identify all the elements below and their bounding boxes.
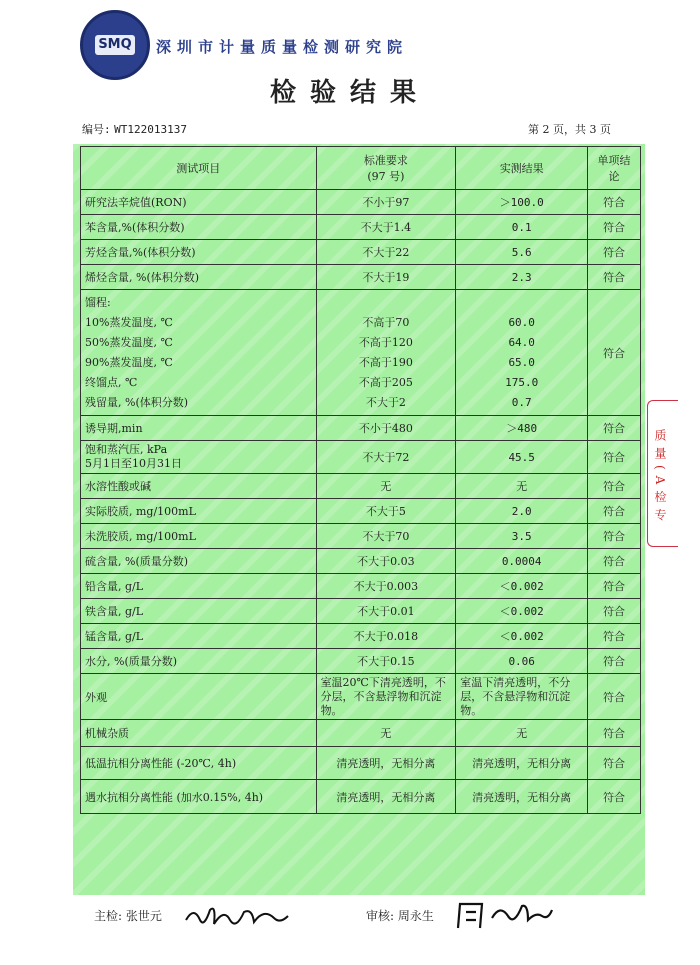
cell-verdict: 符合 — [588, 499, 641, 524]
stamp-text: 质量(A检专 — [653, 429, 667, 527]
cell-item: 未洗胶质, mg/100mL — [81, 524, 317, 549]
table-row — [81, 747, 641, 780]
cell-result: ＜0.002 — [456, 574, 588, 599]
cell-requirement: 无 — [316, 720, 456, 747]
distillation-item: 终馏点, ℃ — [85, 375, 138, 389]
cell-requirement: 不大于0.15 — [316, 649, 456, 674]
table-row — [81, 190, 641, 215]
cell-requirement: 不大于0.01 — [316, 599, 456, 624]
report-number-label: 编号: — [82, 123, 111, 136]
smq-logo — [80, 10, 150, 80]
cell-requirement: 不大于72 — [316, 441, 456, 474]
vapor-item-line1: 饱和蒸汽压, kPa — [85, 443, 168, 456]
red-seal-stamp — [647, 400, 678, 547]
distillation-result: 60.0 — [508, 315, 535, 329]
cell-requirement: 不大于0.018 — [316, 624, 456, 649]
cell-result: 清亮透明，无相分离 — [456, 780, 588, 814]
cell-verdict: 符合 — [588, 674, 641, 720]
distillation-req: 不大于2 — [365, 395, 406, 409]
cell-requirement: 不小于480 — [316, 416, 456, 441]
cell-item: 苯含量,%(体积分数) — [81, 215, 317, 240]
cell-verdict: 符合 — [588, 747, 641, 780]
col-header-verdict: 单项结论 — [588, 147, 641, 190]
cell-item: 机械杂质 — [81, 720, 317, 747]
cell-requirement-distillation — [316, 290, 456, 416]
cell-result: ＜0.002 — [456, 624, 588, 649]
page-title: 检验结果 — [269, 78, 430, 108]
cell-item: 铁含量, g/L — [81, 599, 317, 624]
col-header-requirement — [316, 147, 456, 190]
reviewer-label: 审核: — [366, 909, 395, 923]
cell-verdict: 符合 — [588, 649, 641, 674]
cell-requirement: 清亮透明，无相分离 — [316, 780, 456, 814]
table-row-appearance — [81, 674, 641, 720]
cell-requirement: 清亮透明，无相分离 — [316, 747, 456, 780]
col-header-item: 测试项目 — [81, 147, 317, 190]
cell-requirement: 无 — [316, 474, 456, 499]
cell-result: 2.0 — [456, 499, 588, 524]
cell-item: 诱导期,min — [81, 416, 317, 441]
inspector-label: 主检: — [94, 909, 123, 923]
cell-item: 外观 — [81, 674, 317, 720]
distillation-result: 65.0 — [508, 355, 535, 369]
distillation-req: 不高于205 — [358, 375, 413, 389]
cell-requirement: 不大于19 — [316, 265, 456, 290]
cell-requirement: 不大于0.003 — [316, 574, 456, 599]
cell-verdict: 符合 — [588, 474, 641, 499]
cell-result: ＞480 — [456, 416, 588, 441]
cell-result: ＞100.0 — [456, 190, 588, 215]
vapor-item-line2: 5月1日至10月31日 — [85, 457, 182, 470]
cell-requirement: 室温20℃下清亮透明，不分层，不含悬浮物和沉淀物。 — [316, 674, 456, 720]
table-row — [81, 265, 641, 290]
table-row — [81, 649, 641, 674]
col-header-result: 实测结果 — [456, 147, 588, 190]
col-header-req-line2: (97 号) — [367, 170, 405, 183]
cell-verdict: 符合 — [588, 549, 641, 574]
cell-result: ＜0.002 — [456, 599, 588, 624]
page-info: 第 2 页，共 3 页 — [528, 123, 611, 136]
cell-verdict: 符合 — [588, 624, 641, 649]
cell-verdict: 符合 — [588, 441, 641, 474]
table-row — [81, 524, 641, 549]
distillation-result: 175.0 — [505, 375, 539, 389]
cell-item: 实际胶质, mg/100mL — [81, 499, 317, 524]
cell-result: 5.6 — [456, 240, 588, 265]
cell-result-distillation — [456, 290, 588, 416]
cell-item: 铅含量, g/L — [81, 574, 317, 599]
cell-verdict: 符合 — [588, 780, 641, 814]
cell-verdict: 符合 — [588, 416, 641, 441]
cell-result: 3.5 — [456, 524, 588, 549]
cell-requirement: 不大于22 — [316, 240, 456, 265]
inspector-name: 张世元 — [125, 909, 162, 923]
reviewer-name: 周永生 — [397, 909, 434, 923]
cell-result: 0.1 — [456, 215, 588, 240]
cell-result: 2.3 — [456, 265, 588, 290]
distillation-req: 不高于190 — [358, 355, 413, 369]
cell-result: 无 — [456, 474, 588, 499]
cell-verdict: 符合 — [588, 190, 641, 215]
cell-result: 0.0004 — [456, 549, 588, 574]
col-header-req-line1: 标准要求 — [363, 154, 408, 167]
table-row — [81, 215, 641, 240]
cell-item: 研究法辛烷值(RON) — [81, 190, 317, 215]
cell-result: 无 — [456, 720, 588, 747]
cell-item: 水分, %(质量分数) — [81, 649, 317, 674]
cell-result: 0.06 — [456, 649, 588, 674]
table-row-vapor-pressure — [81, 441, 641, 474]
distillation-result: 0.7 — [511, 395, 532, 409]
cell-item: 硫含量, %(质量分数) — [81, 549, 317, 574]
logo-text: SMQ — [95, 35, 135, 55]
reviewer-handwritten-signature — [452, 898, 562, 932]
cell-verdict: 符合 — [588, 265, 641, 290]
inspector-handwritten-signature — [182, 900, 292, 932]
cell-item: 芳烃含量,%(体积分数) — [81, 240, 317, 265]
report-number — [82, 121, 187, 137]
table-row — [81, 549, 641, 574]
cell-item: 遇水抗相分离性能 (加水0.15%, 4h) — [81, 780, 317, 814]
cell-item: 低温抗相分离性能 (-20℃, 4h) — [81, 747, 317, 780]
table-row — [81, 599, 641, 624]
cell-item-distillation — [81, 290, 317, 416]
cell-item: 锰含量, g/L — [81, 624, 317, 649]
cell-item: 烯烃含量, %(体积分数) — [81, 265, 317, 290]
cell-verdict: 符合 — [588, 720, 641, 747]
distillation-req: 不高于120 — [358, 335, 413, 349]
results-table — [80, 146, 641, 814]
cell-requirement: 不大于70 — [316, 524, 456, 549]
organization-name: 深圳市计量质量检测研究院 — [156, 38, 409, 56]
cell-verdict: 符合 — [588, 215, 641, 240]
distillation-item: 10%蒸发温度, ℃ — [85, 315, 173, 329]
cell-item: 水溶性酸或碱 — [81, 474, 317, 499]
distillation-item: 残留量, %(体积分数) — [85, 395, 189, 409]
cell-verdict: 符合 — [588, 290, 641, 416]
cell-requirement: 不大于1.4 — [316, 215, 456, 240]
cell-requirement: 不小于97 — [316, 190, 456, 215]
table-row — [81, 474, 641, 499]
cell-verdict: 符合 — [588, 524, 641, 549]
distillation-item: 90%蒸发温度, ℃ — [85, 355, 173, 369]
table-row — [81, 240, 641, 265]
table-row — [81, 574, 641, 599]
table-row — [81, 780, 641, 814]
cell-verdict: 符合 — [588, 240, 641, 265]
cell-item-vapor — [81, 441, 317, 474]
cell-result: 清亮透明，无相分离 — [456, 747, 588, 780]
distillation-item: 50%蒸发温度, ℃ — [85, 335, 173, 349]
table-row — [81, 624, 641, 649]
cell-requirement: 不大于0.03 — [316, 549, 456, 574]
table-header-row — [81, 147, 641, 190]
distillation-result: 64.0 — [508, 335, 535, 349]
inspector-signature-block — [94, 907, 162, 924]
distillation-label: 馏程: — [85, 295, 111, 309]
table-row-distillation — [81, 290, 641, 416]
table-row — [81, 720, 641, 747]
cell-result: 45.5 — [456, 441, 588, 474]
cell-verdict: 符合 — [588, 574, 641, 599]
cell-result: 室温下清亮透明，不分层，不含悬浮物和沉淀物。 — [456, 674, 588, 720]
distillation-req: 不高于70 — [362, 315, 410, 329]
report-number-value: WT122013137 — [114, 123, 187, 136]
table-row — [81, 499, 641, 524]
table-row — [81, 416, 641, 441]
reviewer-signature-block — [366, 907, 434, 924]
cell-requirement: 不大于5 — [316, 499, 456, 524]
cell-verdict: 符合 — [588, 599, 641, 624]
